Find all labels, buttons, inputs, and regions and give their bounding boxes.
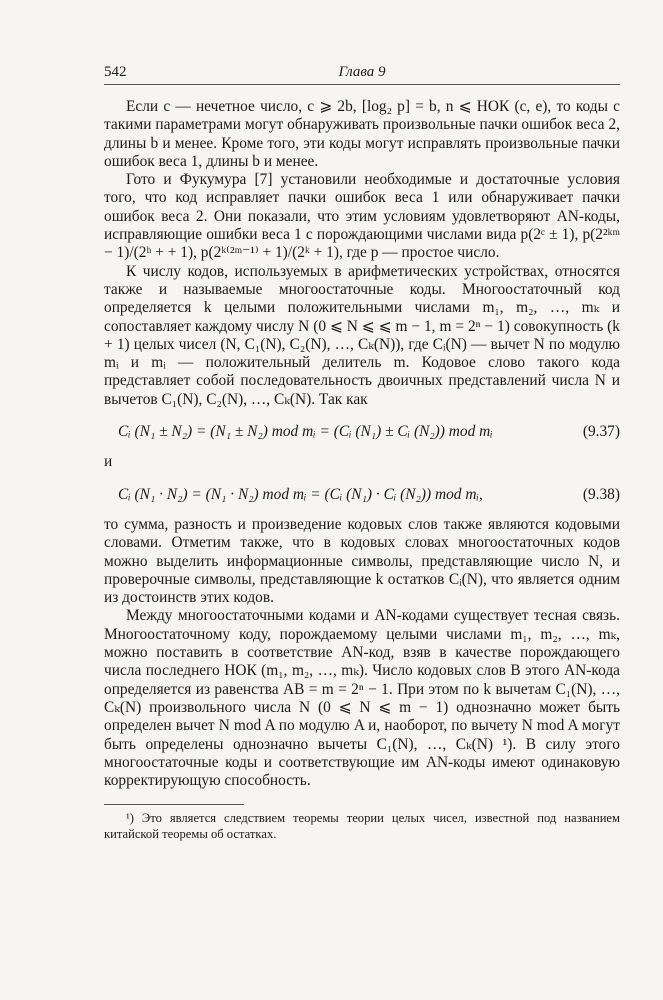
equation-9-38-number: (9.38) xyxy=(582,485,620,503)
paragraph-3: К числу кодов, используемых в арифметических устройствах, относятся также и называемые многоостаточные коды. Многоостаточный код определяется k целыми положительными числами m₁, m₂, …, mₖ и сопоставляет каждому числу N (0 ⩽ N ⩽ ⩽ m − 1, m = 2ⁿ − 1) совокупность (k + 1) целых чисел (N, C₁(N), C₂(N), …, Cₖ(N)), где Cᵢ(N) — вычет N по модулю mᵢ и mᵢ — положительный делитель m. Кодовое слово такого кода представляет собой последовательность двоичных представлений числа N и вычетов C₁(N), C₂(N), …, Cₖ(N). Так как xyxy=(104,262,620,408)
equation-9-37 xyxy=(104,423,620,441)
body-text xyxy=(104,98,620,790)
footnote: ¹) Это является следствием теоремы теории целых чисел, известной под названием китайской теоремы об остатках. xyxy=(104,811,620,841)
equation-9-38-body: Cᵢ (N₁ · N₂) = (N₁ · N₂) mod mᵢ = (Cᵢ (N₁) · Cᵢ (N₂)) mod mᵢ, xyxy=(118,485,483,503)
paragraph-2: Гото и Фукумура [7] установили необходимые и достаточные условия того, что код исправляет пачки ошибок веса 1 или обнаруживает пачки ошибок веса 2. Они показали, что этим условиям удовлетворяют AN-коды, исправляющие ошибки веса 1 с порождающими числами вида p(2ᶜ ± 1), p(2²ᵏᵐ − 1)/(2ʰ + + 1), p(2ᵏ⁽²ᵐ⁻¹⁾ + 1)/(2ᵏ + 1), где p — простое число. xyxy=(104,171,620,262)
running-head: Глава 9 xyxy=(338,64,386,80)
page-number: 542 xyxy=(104,64,127,80)
paragraph-1: Если c — нечетное число, c ⩾ 2b, [log₂ p] = b, n ⩽ НОК (c, e), то коды с такими параметрами могут обнаруживать произвольные пачки ошибок веса 2, длины b и менее. Кроме того, эти коды могут исправлять произвольные пачки ошибок веса 1, длины b и менее. xyxy=(104,98,620,170)
paragraph-4: то сумма, разность и произведение кодовых слов также являются кодовыми словами. Отметим также, что в кодовых словах многоостаточных кодов можно выделить информационные символы, представляющие число N, и проверочные символы, представляющие k остатков Cᵢ(N), что является одним из достоинств этих кодов. xyxy=(104,515,620,607)
footnote-rule xyxy=(104,804,244,805)
conjunction: и xyxy=(104,453,113,471)
equation-9-37-number: (9.37) xyxy=(582,423,620,441)
page-header xyxy=(104,64,620,90)
equation-9-38 xyxy=(104,486,620,504)
header-rule xyxy=(104,84,620,85)
equation-9-37-body: Cᵢ (N₁ ± N₂) = (N₁ ± N₂) mod mᵢ = (Cᵢ (N₁) ± Cᵢ (N₂)) mod mᵢ xyxy=(118,423,493,441)
book-page xyxy=(104,64,620,855)
paragraph-5: Между многоостаточными кодами и AN-кодами существует тесная связь. Многоостаточному коду, порождаемому целыми числами m₁, m₂, …, mₖ, можно поставить в соответствие AN-код, взяв в качестве порождающего числа последнего НОК (m₁, m₂, …, mₖ). Число кодовых слов B этого AN-кода определяется из равенства AB = m = 2ⁿ − 1. При этом по k вычетам C₁(N), …, Cₖ(N) произвольного числа N (0 ⩽ N ⩽ m − 1) однозначно может быть определен вычет N mod A по модулю A и, наоборот, по вычету N mod A могут быть определены однозначно вычеты C₁(N), …, Cₖ(N) ¹). В силу этого многоостаточные коды и соответствующие им AN-коды имеют одинаковую корректирующую способность. xyxy=(104,607,620,790)
